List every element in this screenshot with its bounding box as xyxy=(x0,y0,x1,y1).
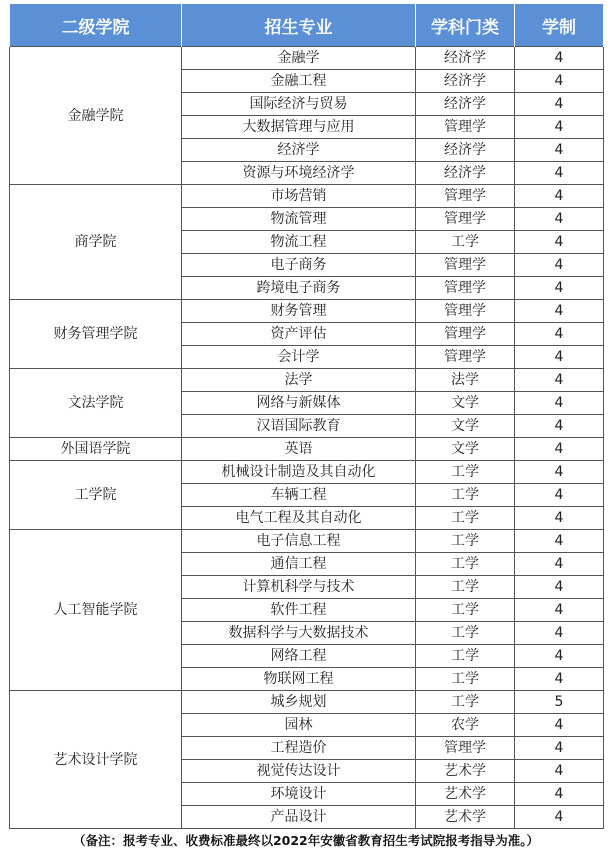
category-cell: 管理学 xyxy=(416,116,515,139)
table-row xyxy=(10,461,604,484)
major-cell: 物流工程 xyxy=(182,231,416,254)
major-cell: 物联网工程 xyxy=(182,668,416,691)
category-cell: 工学 xyxy=(416,484,515,507)
major-cell: 电子信息工程 xyxy=(182,530,416,553)
major-cell: 软件工程 xyxy=(182,599,416,622)
category-cell: 工学 xyxy=(416,622,515,645)
duration-cell: 4 xyxy=(515,116,604,139)
category-cell: 经济学 xyxy=(416,139,515,162)
major-cell: 跨境电子商务 xyxy=(182,277,416,300)
duration-cell: 4 xyxy=(515,300,604,323)
header-category: 学科门类 xyxy=(416,4,515,47)
duration-cell: 4 xyxy=(515,392,604,415)
duration-cell: 4 xyxy=(515,369,604,392)
category-cell: 工学 xyxy=(416,530,515,553)
major-cell: 会计学 xyxy=(182,346,416,369)
duration-cell: 4 xyxy=(515,599,604,622)
table-row xyxy=(10,438,604,461)
college-name-cell: 文法学院 xyxy=(10,369,182,438)
category-cell: 工学 xyxy=(416,576,515,599)
category-cell: 工学 xyxy=(416,691,515,714)
category-cell: 管理学 xyxy=(416,277,515,300)
category-cell: 工学 xyxy=(416,231,515,254)
category-cell: 经济学 xyxy=(416,70,515,93)
footnote: （备注：报考专业、收费标准最终以2022年安徽省教育招生考试院报考指导为准。） xyxy=(72,833,540,848)
category-cell: 艺术学 xyxy=(416,760,515,783)
major-cell: 通信工程 xyxy=(182,553,416,576)
duration-cell: 4 xyxy=(515,162,604,185)
duration-cell: 4 xyxy=(515,185,604,208)
major-cell: 视觉传达设计 xyxy=(182,760,416,783)
duration-cell: 4 xyxy=(515,415,604,438)
college-name-cell: 商学院 xyxy=(10,185,182,300)
duration-cell: 4 xyxy=(515,507,604,530)
header-duration: 学制 xyxy=(515,4,604,47)
category-cell: 文学 xyxy=(416,392,515,415)
duration-cell: 4 xyxy=(515,323,604,346)
major-cell: 产品设计 xyxy=(182,806,416,829)
duration-cell: 4 xyxy=(515,277,604,300)
duration-cell: 4 xyxy=(515,668,604,691)
duration-cell: 4 xyxy=(515,346,604,369)
duration-cell: 4 xyxy=(515,47,604,70)
major-cell: 园林 xyxy=(182,714,416,737)
major-cell: 电子商务 xyxy=(182,254,416,277)
category-cell: 管理学 xyxy=(416,208,515,231)
table-header-row xyxy=(10,4,604,47)
college-name-cell: 工学院 xyxy=(10,461,182,530)
duration-cell: 4 xyxy=(515,70,604,93)
duration-cell: 4 xyxy=(515,208,604,231)
duration-cell: 4 xyxy=(515,622,604,645)
category-cell: 农学 xyxy=(416,714,515,737)
major-cell: 汉语国际教育 xyxy=(182,415,416,438)
major-cell: 网络工程 xyxy=(182,645,416,668)
category-cell: 工学 xyxy=(416,645,515,668)
category-cell: 经济学 xyxy=(416,47,515,70)
category-cell: 工学 xyxy=(416,461,515,484)
major-cell: 工程造价 xyxy=(182,737,416,760)
duration-cell: 4 xyxy=(515,530,604,553)
major-cell: 国际经济与贸易 xyxy=(182,93,416,116)
category-cell: 工学 xyxy=(416,668,515,691)
major-cell: 大数据管理与应用 xyxy=(182,116,416,139)
duration-cell: 4 xyxy=(515,737,604,760)
major-cell: 金融工程 xyxy=(182,70,416,93)
duration-cell: 4 xyxy=(515,254,604,277)
table-body xyxy=(10,47,604,829)
major-cell: 城乡规划 xyxy=(182,691,416,714)
college-name-cell: 艺术设计学院 xyxy=(10,691,182,829)
category-cell: 法学 xyxy=(416,369,515,392)
major-cell: 资产评估 xyxy=(182,323,416,346)
major-cell: 车辆工程 xyxy=(182,484,416,507)
college-name-cell: 财务管理学院 xyxy=(10,300,182,369)
major-cell: 市场营销 xyxy=(182,185,416,208)
category-cell: 文学 xyxy=(416,438,515,461)
major-cell: 物流管理 xyxy=(182,208,416,231)
major-cell: 资源与环境经济学 xyxy=(182,162,416,185)
major-cell: 金融学 xyxy=(182,47,416,70)
header-major: 招生专业 xyxy=(182,4,416,47)
table-row xyxy=(10,369,604,392)
category-cell: 文学 xyxy=(416,415,515,438)
duration-cell: 4 xyxy=(515,576,604,599)
college-name-cell: 金融学院 xyxy=(10,47,182,185)
duration-cell: 4 xyxy=(515,438,604,461)
category-cell: 工学 xyxy=(416,507,515,530)
category-cell: 工学 xyxy=(416,553,515,576)
duration-cell: 4 xyxy=(515,714,604,737)
duration-cell: 4 xyxy=(515,553,604,576)
duration-cell: 4 xyxy=(515,461,604,484)
category-cell: 管理学 xyxy=(416,346,515,369)
table-row xyxy=(10,300,604,323)
majors-table xyxy=(9,4,604,829)
major-cell: 电气工程及其自动化 xyxy=(182,507,416,530)
major-cell: 财务管理 xyxy=(182,300,416,323)
category-cell: 管理学 xyxy=(416,323,515,346)
major-cell: 计算机科学与技术 xyxy=(182,576,416,599)
duration-cell: 4 xyxy=(515,760,604,783)
duration-cell: 4 xyxy=(515,139,604,162)
major-cell: 数据科学与大数据技术 xyxy=(182,622,416,645)
duration-cell: 4 xyxy=(515,231,604,254)
category-cell: 管理学 xyxy=(416,254,515,277)
category-cell: 艺术学 xyxy=(416,783,515,806)
major-cell: 网络与新媒体 xyxy=(182,392,416,415)
major-cell: 英语 xyxy=(182,438,416,461)
majors-table-container xyxy=(9,4,603,829)
major-cell: 经济学 xyxy=(182,139,416,162)
duration-cell: 4 xyxy=(515,783,604,806)
category-cell: 管理学 xyxy=(416,737,515,760)
table-row xyxy=(10,47,604,70)
category-cell: 经济学 xyxy=(416,162,515,185)
major-cell: 环境设计 xyxy=(182,783,416,806)
category-cell: 工学 xyxy=(416,599,515,622)
college-name-cell: 外国语学院 xyxy=(10,438,182,461)
duration-cell: 4 xyxy=(515,806,604,829)
table-row xyxy=(10,185,604,208)
duration-cell: 4 xyxy=(515,645,604,668)
category-cell: 艺术学 xyxy=(416,806,515,829)
duration-cell: 4 xyxy=(515,93,604,116)
category-cell: 经济学 xyxy=(416,93,515,116)
category-cell: 管理学 xyxy=(416,185,515,208)
duration-cell: 4 xyxy=(515,484,604,507)
college-name-cell: 人工智能学院 xyxy=(10,530,182,691)
major-cell: 法学 xyxy=(182,369,416,392)
table-row xyxy=(10,691,604,714)
category-cell: 管理学 xyxy=(416,300,515,323)
duration-cell: 5 xyxy=(515,691,604,714)
header-college: 二级学院 xyxy=(10,4,182,47)
table-row xyxy=(10,530,604,553)
major-cell: 机械设计制造及其自动化 xyxy=(182,461,416,484)
